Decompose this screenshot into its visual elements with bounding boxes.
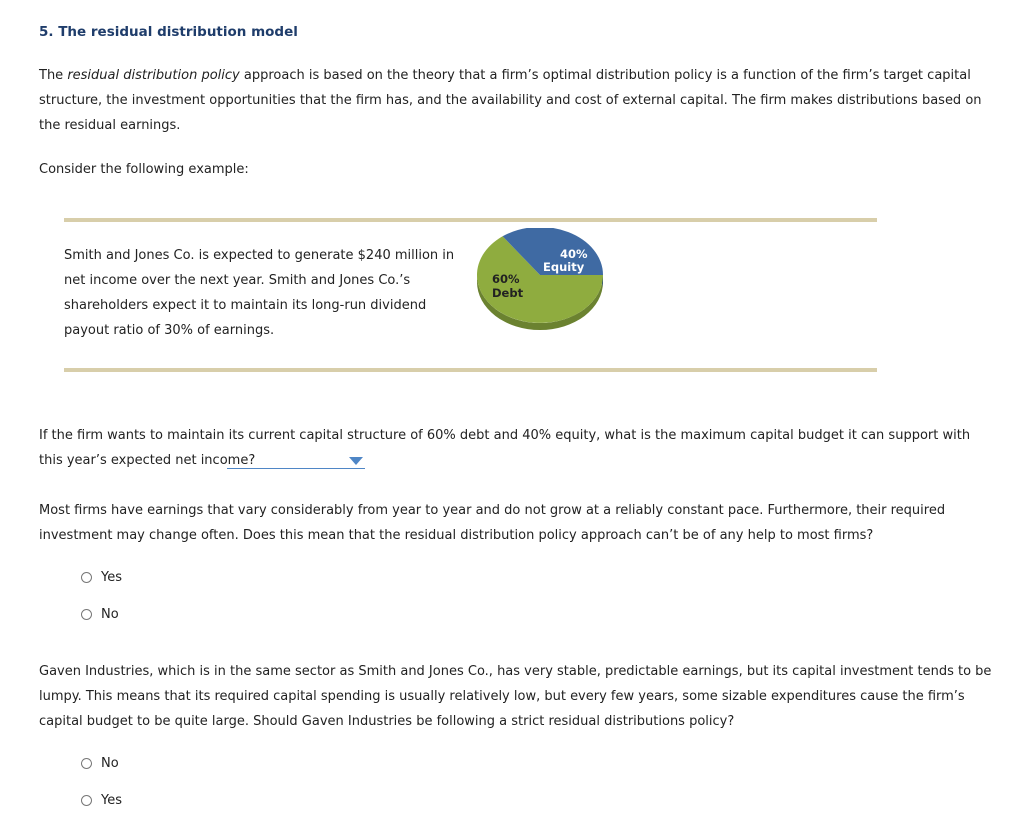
- option-label: No: [101, 755, 119, 771]
- debt-name-label: Debt: [492, 286, 524, 300]
- option-label: Yes: [101, 569, 122, 585]
- q2-option-yes[interactable]: [81, 567, 122, 587]
- intro-emphasis: residual distribution policy: [67, 68, 240, 83]
- example-text: Smith and Jones Co. is expected to generate $240 million in net income over the next year. Smith and Jones Co.’s shareholders expect it to maintain its long-run dividend payout ratio of 30% of earnings.: [64, 248, 455, 338]
- equity-name-label: Equity: [543, 260, 585, 274]
- section-title: 5. The residual distribution model: [39, 24, 298, 40]
- q3-option-yes[interactable]: [81, 790, 122, 810]
- question-1-text: If the firm wants to maintain its current capital structure of 60% debt and 40% equity, what is the maximum capital budget it can support with this year’s expected net income?: [39, 428, 971, 468]
- intro-text-start: The: [39, 68, 68, 83]
- consider-text: Consider the following example:: [39, 162, 249, 177]
- example-bottom-divider: [64, 368, 877, 372]
- q2-option-no[interactable]: [81, 604, 119, 624]
- capital-structure-pie-chart: [472, 228, 612, 340]
- example-top-divider: [64, 218, 877, 222]
- capital-budget-dropdown[interactable]: [227, 452, 365, 469]
- radio-button-icon[interactable]: [81, 609, 92, 620]
- intro-text-end: approach is based on the theory that a firm’s optimal distribution policy is a function of the firm’s target capital structure, the investment opportunities that the firm has, and the availability and cost of external capital. The firm makes distributions based on the residual earnings.: [39, 68, 982, 133]
- question-2-text: Most firms have earnings that vary considerably from year to year and do not grow at a reliably constant pace. Furthermore, their required investment may change often. Does this mean that the residual distribution policy approach can’t be of any help to most firms?: [39, 503, 946, 543]
- q3-option-no[interactable]: [81, 753, 119, 773]
- equity-pct-label: 40%: [560, 247, 588, 261]
- intro-paragraph: [39, 63, 999, 138]
- question-3-text: Gaven Industries, which is in the same sector as Smith and Jones Co., has very stable, predictable earnings, but its capital investment tends to be lumpy. This means that its required capital spending is usually relatively low, but every few years, some sizable expenditures cause the firm’s capital budget to be quite large. Should Gaven Industries be following a strict residual distributions policy?: [39, 664, 992, 729]
- debt-pct-label: 60%: [492, 272, 520, 286]
- radio-button-icon[interactable]: [81, 758, 92, 769]
- option-label: No: [101, 606, 119, 622]
- dropdown-arrow-icon[interactable]: [349, 457, 363, 465]
- radio-button-icon[interactable]: [81, 572, 92, 583]
- option-label: Yes: [101, 792, 122, 808]
- radio-button-icon[interactable]: [81, 795, 92, 806]
